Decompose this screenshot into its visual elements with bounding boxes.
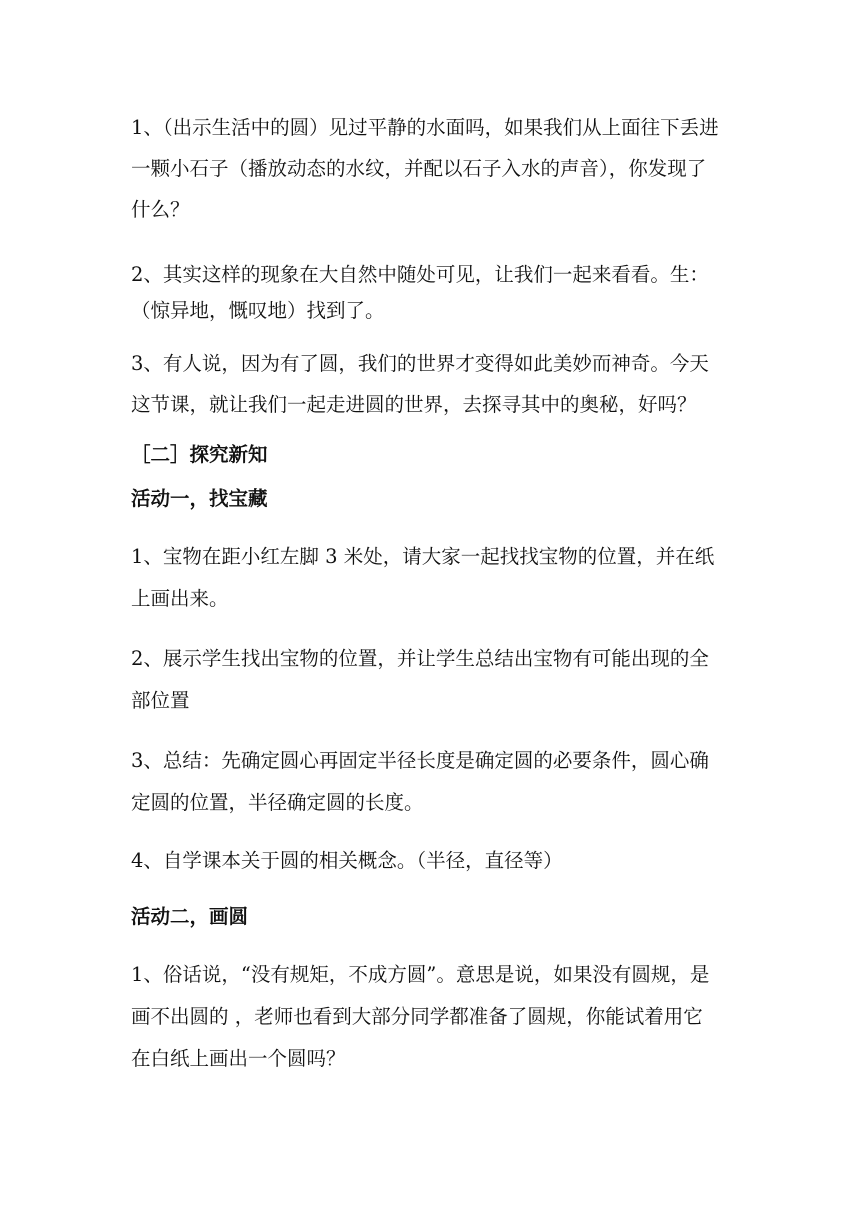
text-line: （惊异地，慨叹地）找到了。: [131, 299, 385, 322]
activity-1-step-1: [131, 539, 731, 617]
section-heading: ［二］探究新知: [131, 443, 268, 466]
text-line: 1、俗话说，“没有规矩，不成方圆”。意思是说，如果没有圆规，是: [131, 963, 710, 986]
text-line: 什么？: [131, 198, 190, 221]
intro-paragraph-1: [131, 110, 731, 228]
activity-1-step-2: [131, 641, 731, 719]
intro-paragraph-3: [131, 346, 731, 423]
activity-1-step-4: [131, 843, 731, 879]
text-line: 一颗小石子（播放动态的水纹，并配以石子入水的声音），你发现了: [131, 157, 707, 180]
text-line: 这节课，就让我们一起走进圆的世界，去探寻其中的奥秘，好吗？: [131, 393, 697, 416]
text-line: 2、其实这样的现象在大自然中随处可见，让我们一起来看看。生：: [131, 263, 709, 286]
activity-2-step-1: [131, 957, 731, 1077]
activity-heading-2: 活动二，画圆: [131, 905, 249, 928]
text-line: 在白纸上画出一个圆吗？: [131, 1047, 346, 1070]
activity-1-step-3: [131, 743, 731, 821]
text-line: 1、（出示生活中的圆）见过平静的水面吗，如果我们从上面往下丢进: [131, 116, 719, 139]
text-line: 定圆的位置，半径确定圆的长度。: [131, 791, 424, 814]
activity-heading-1: 活动一，找宝藏: [131, 487, 268, 510]
text-line: 上画出来。: [131, 587, 229, 610]
text-line: 画不出圆的 ，老师也看到大部分同学都准备了圆规，你能试着用它: [131, 1005, 703, 1028]
text-line: 4、自学课本关于圆的相关概念。（半径，直径等）: [131, 849, 563, 872]
intro-paragraph-2: [131, 257, 731, 329]
text-line: 3、有人说，因为有了圆，我们的世界才变得如此美妙而神奇。今天: [131, 352, 709, 375]
text-line: 3、总结：先确定圆心再固定半径长度是确定圆的必要条件，圆心确: [131, 749, 709, 772]
text-line: 部位置: [131, 689, 190, 712]
text-line: 1、宝物在距小红左脚 3 米处，请大家一起找找宝物的位置，并在纸: [131, 545, 715, 568]
text-line: 2、展示学生找出宝物的位置，并让学生总结出宝物有可能出现的全: [131, 647, 709, 670]
